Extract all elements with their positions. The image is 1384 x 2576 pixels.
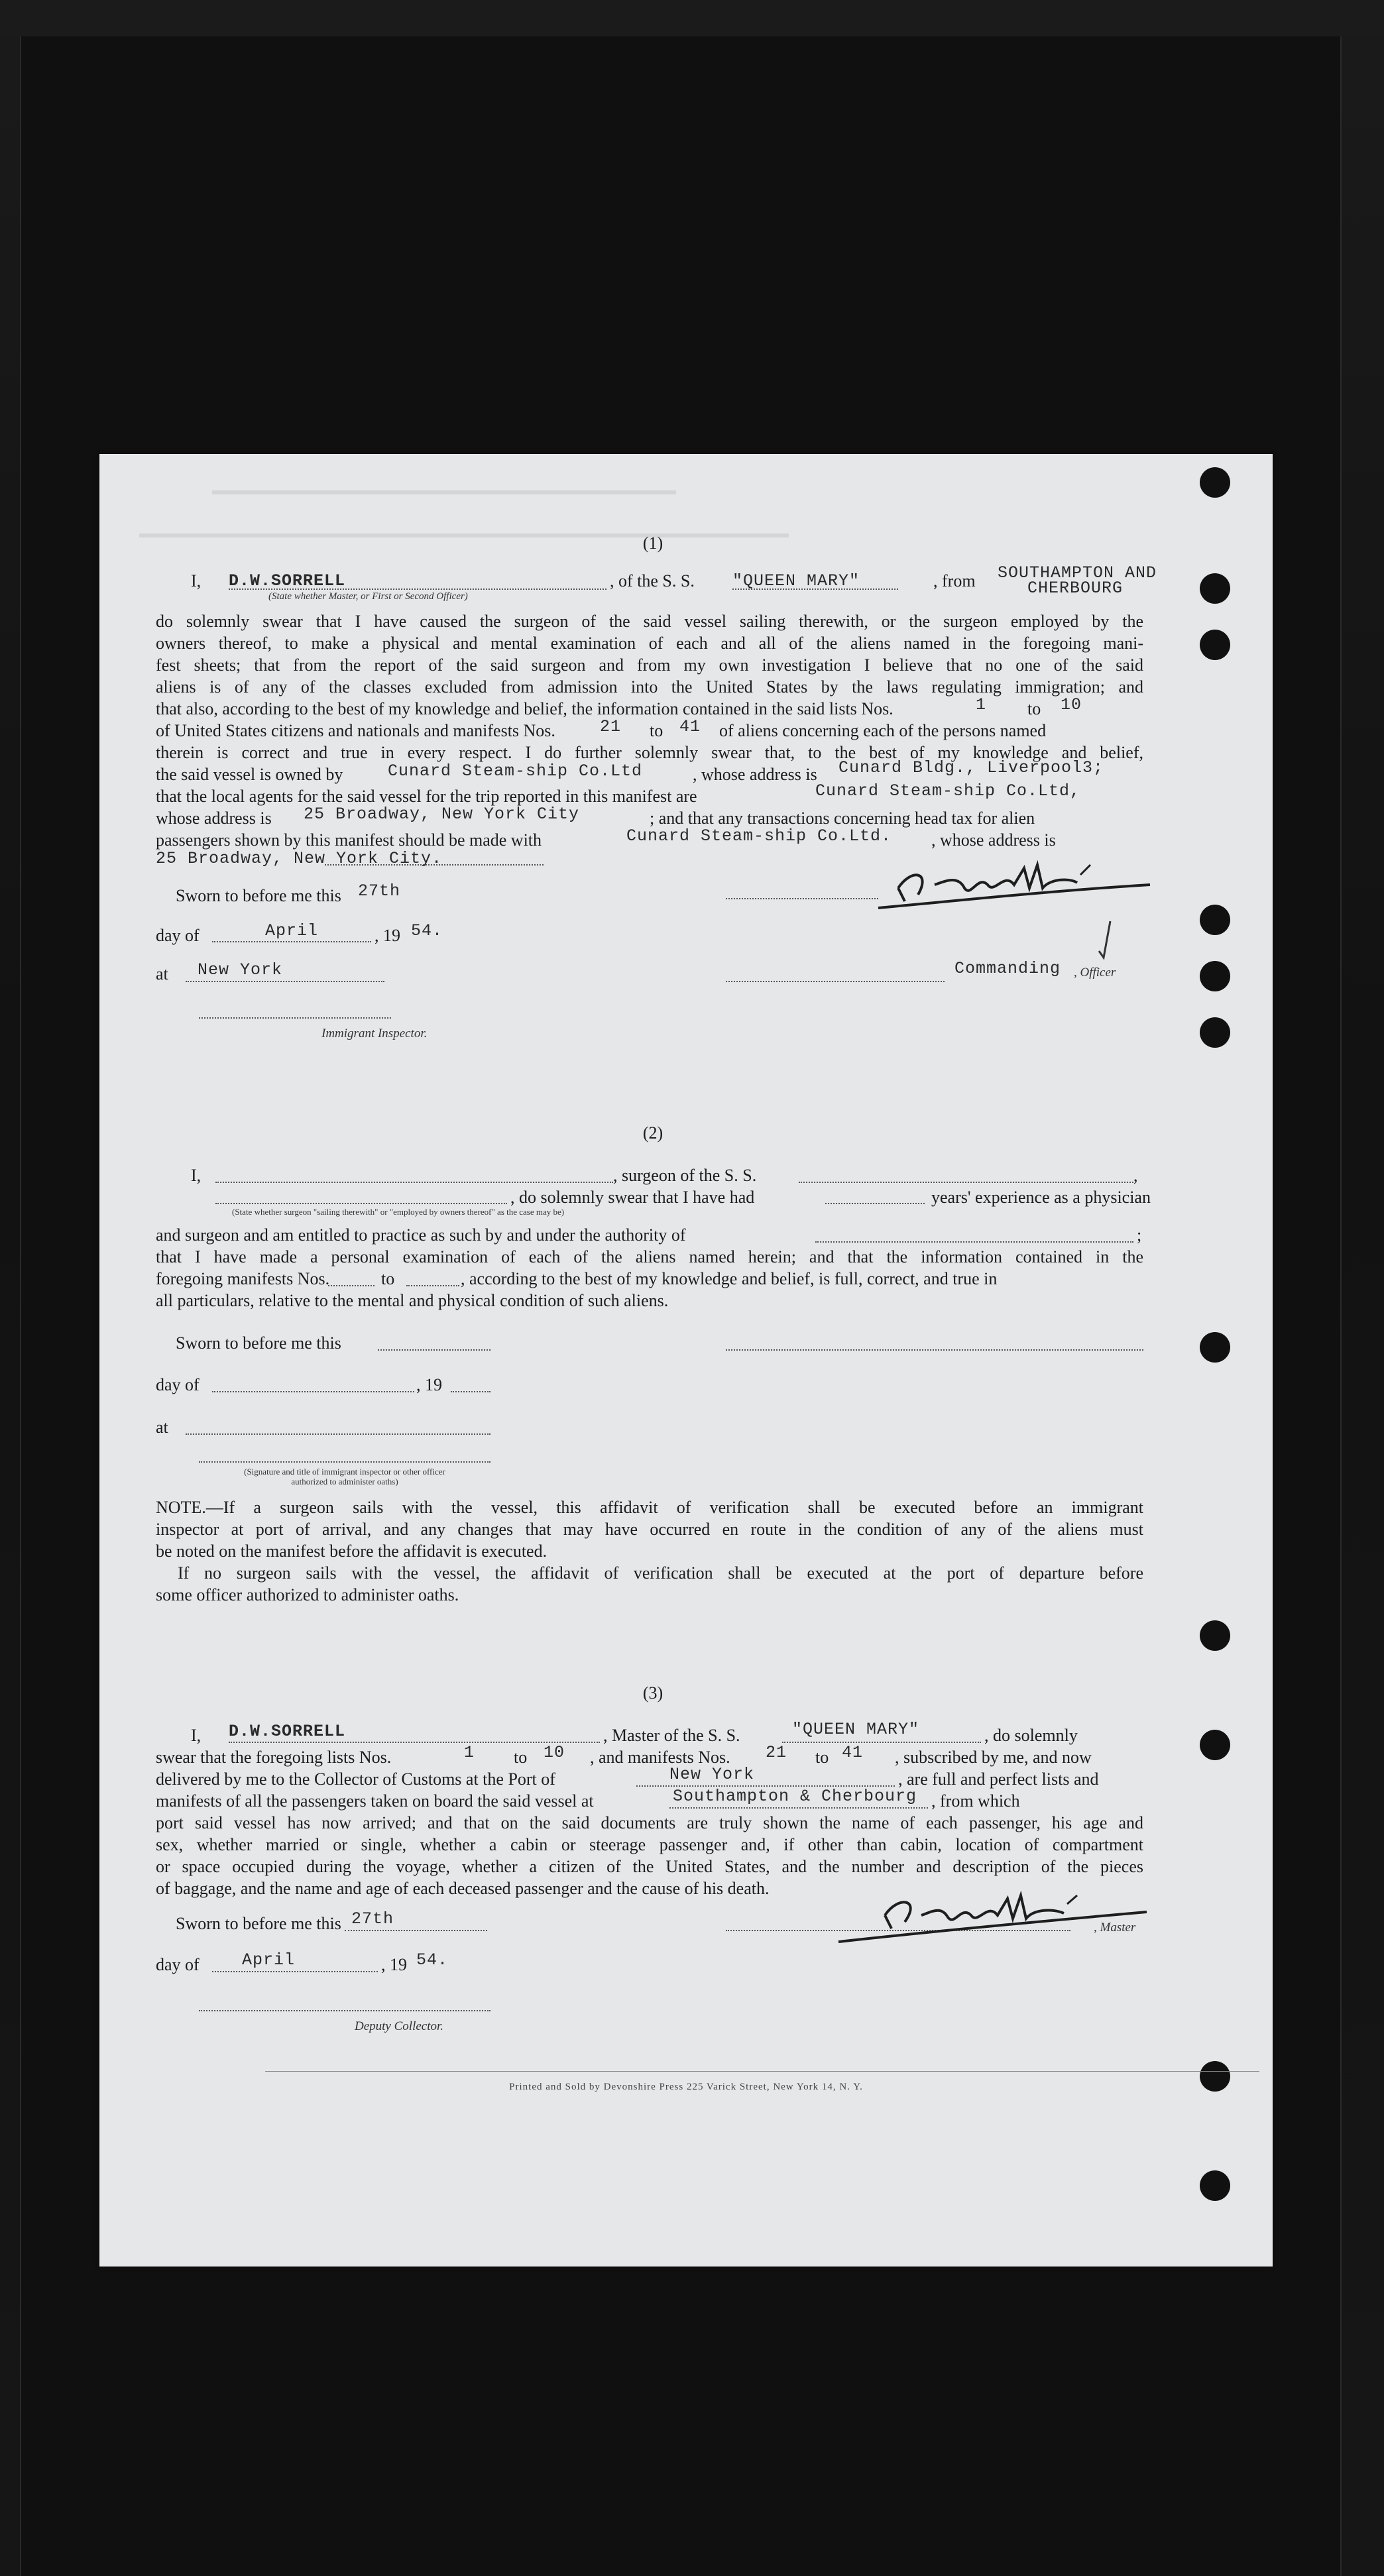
oath-line: that the local agents for the said vessel for the trip reported in this manifest are — [156, 787, 697, 806]
vessel-owner: Cunard Steam-ship Co.Ltd — [388, 761, 643, 781]
oath-line: the said vessel is owned by — [156, 765, 343, 784]
punch-hole — [1200, 630, 1230, 660]
fill-line — [732, 588, 898, 590]
oath-line: fest sheets; that from the report of the said surgeon and from my own investigation I believe that no one of the said — [156, 655, 1143, 675]
punch-hole — [1200, 905, 1230, 935]
fill-line — [229, 588, 606, 590]
list-number-to: 10 — [544, 1743, 565, 1762]
sworn-place: New York — [198, 960, 283, 980]
collector-caption: Deputy Collector. — [355, 2019, 444, 2033]
inspector-caption: Immigrant Inspector. — [321, 1027, 428, 1040]
affidavit-page — [99, 454, 1273, 2267]
oath-line: , do solemnly swear that I have had — [510, 1188, 755, 1207]
ship-name: "QUEEN MARY" — [792, 1720, 920, 1739]
list-number-to: 10 — [1061, 695, 1082, 714]
to-label: to — [1027, 699, 1041, 718]
intro-i: I, — [191, 1726, 202, 1745]
fill-line — [325, 864, 544, 866]
fill-line — [215, 1203, 507, 1204]
section-number: (3) — [642, 1683, 663, 1703]
oath-line: or space occupied during the voyage, whether a citizen of the United States, and the number and description of the pieces — [156, 1857, 1143, 1876]
signature-caption: (Signature and title of immigrant inspector or other officer authorized to administer oaths) — [244, 1467, 445, 1486]
from-label: , from — [933, 571, 976, 590]
section-number: (1) — [642, 533, 663, 553]
fill-line — [212, 941, 371, 942]
oath-line: manifests of all the passengers taken on board the said vessel at — [156, 1791, 594, 1811]
signature-line — [199, 2010, 490, 2011]
year-suffix: 54. — [411, 921, 443, 940]
day-of-label: day of — [156, 926, 200, 945]
oath-line: , whose address is — [693, 765, 817, 784]
signature-line — [726, 898, 878, 899]
manifest-number-to: 41 — [842, 1743, 864, 1762]
punch-hole — [1200, 1730, 1230, 1760]
fill-line — [799, 1182, 1133, 1183]
sworn-day: 27th — [351, 1909, 394, 1929]
year-suffix: 54. — [416, 1950, 449, 1970]
fill-line — [378, 1349, 490, 1351]
sworn-day: 27th — [358, 881, 401, 901]
intro-i: I, — [191, 571, 202, 590]
master-label: , Master — [1094, 1921, 1136, 1934]
embarkation-ports: Southampton & Cherbourg — [673, 1787, 917, 1806]
signature-line — [199, 1461, 490, 1463]
punch-hole — [1200, 1620, 1230, 1651]
agents-address: 25 Broadway, New York City — [304, 805, 580, 824]
oath-line: of baggage, and the name and age of each deceased passenger and the cause of his death. — [156, 1879, 770, 1898]
list-number-from: 1 — [976, 695, 987, 714]
signature-line — [199, 1017, 391, 1019]
at-label: at — [156, 964, 168, 983]
of-the-ss-label: , of the S. S. — [610, 571, 695, 590]
fill-line — [406, 1285, 459, 1286]
fill-line — [345, 1930, 487, 1931]
note-line: If no surgeon sails with the vessel, the affidavit of verification shall be executed at the port of departure before — [178, 1563, 1143, 1583]
oath-line: foregoing manifests Nos. — [156, 1269, 330, 1288]
at-label: at — [156, 1418, 168, 1437]
surgeon-of-label: , surgeon of the S. S. — [613, 1166, 757, 1185]
punch-hole — [1200, 2170, 1230, 2201]
bleed-through-mark — [212, 490, 676, 494]
local-agents: Cunard Steam-ship Co.Ltd, — [815, 781, 1081, 801]
oath-line: swear that the foregoing lists Nos. — [156, 1748, 392, 1767]
fill-line — [815, 1241, 1133, 1243]
oath-line: therein is correct and true in every respect. I do further solemnly swear that, to the best of my knowledge and belief, — [156, 743, 1143, 762]
to-label: to — [815, 1748, 829, 1767]
oath-line: , and manifests Nos. — [590, 1748, 730, 1767]
oath-line: , from which — [931, 1791, 1020, 1811]
fill-line — [328, 1285, 375, 1286]
punch-hole — [1200, 1017, 1230, 1048]
oath-line: ; and that any transactions concerning head tax for alien — [650, 809, 1035, 828]
fill-line — [212, 1391, 414, 1392]
fill-line — [451, 1391, 490, 1392]
officer-hint: (State whether Master, or First or Second Officer) — [268, 591, 468, 602]
punch-hole — [1200, 1332, 1230, 1363]
punch-hole — [1200, 467, 1230, 498]
oath-line: , whose address is — [931, 830, 1056, 850]
oath-line: passengers shown by this manifest should be made with — [156, 830, 542, 850]
officer-label: , Officer — [1074, 966, 1116, 980]
punch-hole — [1200, 961, 1230, 991]
sworn-month: April — [242, 1950, 296, 1970]
oath-line: that I have made a personal examination of each of the aliens named herein; and that the information contained in the — [156, 1247, 1143, 1266]
scan-top-edge — [0, 0, 1384, 39]
oath-line: whose address is — [156, 809, 272, 828]
manifest-number-from: 21 — [766, 1743, 787, 1762]
punch-hole — [1200, 573, 1230, 604]
owner-address: Cunard Bldg., Liverpool3; — [838, 758, 1104, 777]
oath-line: sex, whether married or single, whether a cabin or steerage passenger and, if other than cabin, location of compartment — [156, 1835, 1143, 1854]
oath-line: of United States citizens and nationals and manifests Nos. — [156, 721, 555, 740]
oath-line: years' experience as a physician — [931, 1188, 1151, 1207]
departure-ports-line2: CHERBOURG — [1027, 579, 1124, 598]
ship-name: "QUEEN MARY" — [732, 571, 860, 590]
master-of-label: , Master of the S. S. — [603, 1726, 740, 1745]
fill-line — [669, 1807, 928, 1809]
oath-line: and surgeon and am entitled to practice as such by and under the authority of — [156, 1225, 686, 1245]
check-mark — [1094, 918, 1120, 964]
master-signature — [872, 848, 1157, 921]
bleed-through-mark — [139, 533, 789, 537]
printer-credit: Printed and Sold by Devonshire Press 225 Varick Street, New York 14, N. Y. — [509, 2082, 863, 2092]
section-number: (2) — [642, 1123, 663, 1143]
departure-ports: SOUTHAMPTON AND — [998, 563, 1157, 583]
sworn-label: Sworn to before me this — [176, 886, 341, 905]
to-label: to — [514, 1748, 528, 1767]
commanding-officer: Commanding — [954, 959, 1061, 978]
surgeon-hint: (State whether surgeon "sailing therewith" or "employed by owners thereof" as the case may be) — [232, 1207, 565, 1217]
oath-line: that also, according to the best of my knowledge and belief, the information contained in the said lists Nos. — [156, 699, 894, 718]
headtax-address: 25 Broadway, New York City. — [156, 849, 443, 868]
oath-line: , according to the best of my knowledge and belief, is full, correct, and true in — [461, 1269, 998, 1288]
fill-line — [212, 1971, 378, 1972]
note-line: NOTE.—If a surgeon sails with the vessel, this affidavit of verification shall be executed before an immigrant — [156, 1498, 1143, 1517]
fill-line — [186, 1433, 490, 1435]
note-line: be noted on the manifest before the affidavit is executed. — [156, 1541, 548, 1561]
trailing-comma: , — [1133, 1166, 1138, 1185]
headtax-party: Cunard Steam-ship Co.Ltd. — [626, 826, 892, 846]
day-of-label: day of — [156, 1955, 200, 1974]
oath-line: do solemnly swear that I have caused the surgeon of the said vessel sailing therewith, or the surgeon employed by the — [156, 612, 1143, 631]
sworn-month: April — [265, 921, 319, 940]
fill-line — [726, 981, 945, 982]
list-number-from: 1 — [464, 1743, 475, 1762]
master-signature — [835, 1879, 1147, 1952]
trailing-semicolon: ; — [1137, 1225, 1142, 1245]
oath-line: , do solemnly — [984, 1726, 1078, 1745]
to-label: to — [650, 721, 663, 740]
manifest-number-to: 41 — [679, 717, 701, 736]
year-prefix: , 19 — [375, 926, 400, 945]
day-of-label: day of — [156, 1375, 200, 1394]
signature-line — [726, 1349, 1143, 1351]
fill-line — [825, 1203, 925, 1204]
fill-line — [782, 1742, 981, 1743]
oath-line: , subscribed by me, and now — [895, 1748, 1092, 1767]
oath-line: delivered by me to the Collector of Customs at the Port of — [156, 1769, 555, 1789]
oath-line: port said vessel has now arrived; and that on the said documents are truly shown the name of each passenger, his age and — [156, 1813, 1143, 1832]
officer-name: D.W.SORRELL — [229, 571, 346, 590]
sworn-label: Sworn to before me this — [176, 1333, 341, 1353]
note-line: inspector at port of arrival, and any changes that may have occurred en route in the condition of any of the aliens must — [156, 1520, 1143, 1539]
oath-line: of aliens concerning each of the persons named — [719, 721, 1047, 740]
master-name: D.W.SORRELL — [229, 1722, 346, 1741]
intro-i: I, — [191, 1166, 202, 1185]
to-label: to — [381, 1269, 395, 1288]
year-prefix: , 19 — [381, 1955, 407, 1974]
oath-line: owners thereof, to make a physical and mental examination of each and all of the aliens named in the foregoing mani- — [156, 634, 1143, 653]
footer-rule — [265, 2071, 1259, 2072]
note-line: some officer authorized to administer oaths. — [156, 1585, 459, 1604]
arrival-port: New York — [669, 1765, 755, 1784]
fill-line — [186, 981, 384, 982]
oath-line: aliens is of any of the classes excluded from admission into the United States by the laws regulating immigration; and — [156, 677, 1143, 697]
manifest-number-from: 21 — [600, 717, 622, 736]
oath-line: , are full and perfect lists and — [898, 1769, 1099, 1789]
sworn-label: Sworn to before me this — [176, 1914, 341, 1933]
year-prefix: , 19 — [416, 1375, 442, 1394]
fill-line — [215, 1182, 613, 1183]
oath-line: all particulars, relative to the mental and physical condition of such aliens. — [156, 1291, 669, 1310]
